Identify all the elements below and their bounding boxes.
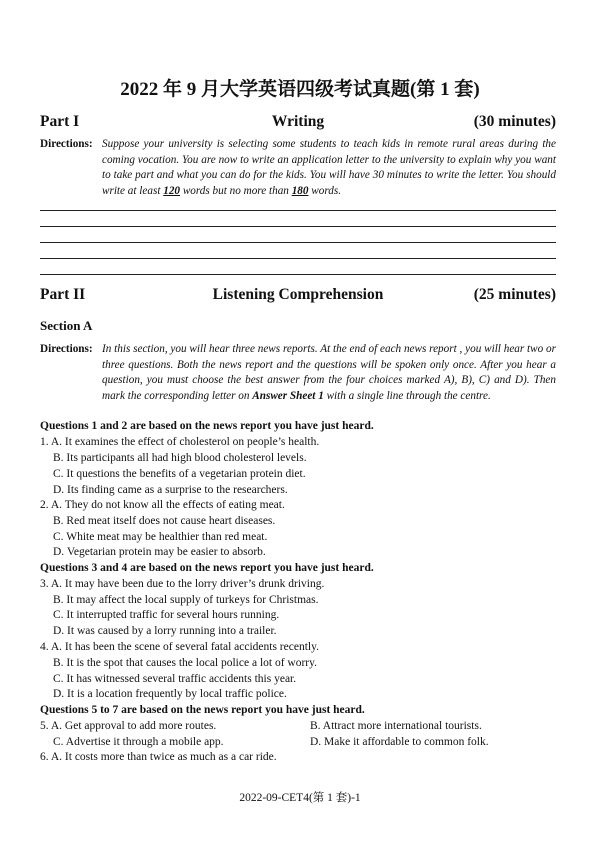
question-group-heading: Questions 5 to 7 are based on the news report you have just heard. <box>40 704 365 716</box>
option-line: B. Attract more international tourists. <box>310 720 482 732</box>
part1-directions-pre: Suppose your university is selecting some students to teach kids in remote rural areas during the coming vocation. You are now to write an application letter to the university to explain why you want to take part and what you can do for the kids. You will have 30 minutes to write the letter. You should write at least <box>102 138 556 197</box>
option-line: C. Advertise it through a mobile app. <box>53 736 224 748</box>
part1-min-words: 120 <box>163 184 181 197</box>
part1-name: Writing <box>271 113 325 130</box>
part2-label: Part II <box>40 286 86 303</box>
writing-line <box>40 242 556 243</box>
part2-directions-pre: In this section, you will hear three news reports. At the end of each news report , you will hear two or three questions. Both the news report and the questions will be spoken only once. After you hear a question, you must choose the best answer from the four choices marked A), B), C) and D). Then mark the corresponding letter on <box>102 343 556 402</box>
option-line: C. It interrupted traffic for several hours running. <box>53 609 280 621</box>
question-group-heading: Questions 3 and 4 are based on the news report you have just heard. <box>40 562 374 574</box>
part2-directions <box>40 342 556 404</box>
writing-line <box>40 258 556 259</box>
part1-time: (30 minutes) <box>473 113 556 130</box>
page-title: 2022 年 9 月大学英语四级考试真题(第 1 套) <box>120 79 480 100</box>
part2-header <box>40 286 556 306</box>
part2-directions-text <box>102 342 556 404</box>
option-line: D. Vegetarian protein may be easier to absorb. <box>53 546 266 558</box>
option-line: D. Make it affordable to common folk. <box>310 736 489 748</box>
page-footer: 2022-09-CET4(第 1 套)-1 <box>239 792 361 804</box>
option-line: 4. A. It has been the scene of several fatal accidents recently. <box>40 641 319 653</box>
option-line: B. It is the spot that causes the local police a lot of worry. <box>53 657 318 669</box>
part2-time: (25 minutes) <box>473 286 556 303</box>
option-line: B. It may affect the local supply of turkeys for Christmas. <box>53 594 319 606</box>
part2-name: Listening Comprehension <box>212 286 384 303</box>
part1-directions-text <box>102 137 556 199</box>
writing-line <box>40 210 556 211</box>
option-line: D. It is a location frequently by local traffic police. <box>53 688 287 700</box>
part1-directions-mid: words but no more than <box>180 184 292 197</box>
option-line: D. It was caused by a lorry running into a trailer. <box>53 625 277 637</box>
option-line: C. It questions the benefits of a vegetarian protein diet. <box>53 468 306 480</box>
writing-line <box>40 274 556 275</box>
option-line: 3. A. It may have been due to the lorry driver’s drunk driving. <box>40 578 325 590</box>
part1-directions-post: words. <box>308 184 342 197</box>
option-line: B. Its participants all had high blood cholesterol levels. <box>53 452 307 464</box>
option-line: 5. A. Get approval to add more routes. <box>40 720 217 732</box>
part1-directions-label: Directions: <box>40 138 93 150</box>
part2-directions-post: with a single line through the centre. <box>323 389 491 402</box>
part1-header <box>40 113 556 133</box>
option-line: D. Its finding came as a surprise to the researchers. <box>53 484 288 496</box>
answer-sheet-ref: Answer Sheet 1 <box>252 389 324 402</box>
option-line: 6. A. It costs more than twice as much as a car ride. <box>40 751 277 763</box>
part1-label: Part I <box>40 113 80 130</box>
option-line: B. Red meat itself does not cause heart diseases. <box>53 515 276 527</box>
option-line: C. It has witnessed several traffic accidents this year. <box>53 673 297 685</box>
question-group-heading: Questions 1 and 2 are based on the news report you have just heard. <box>40 420 374 432</box>
option-line: 2. A. They do not know all the effects of eating meat. <box>40 499 285 511</box>
writing-line <box>40 226 556 227</box>
part2-directions-label: Directions: <box>40 343 93 355</box>
part1-max-words: 180 <box>291 184 309 197</box>
part1-directions <box>40 137 556 199</box>
option-line: 1. A. It examines the effect of cholesterol on people’s health. <box>40 436 320 448</box>
section-a-heading: Section A <box>40 318 93 333</box>
option-line: C. White meat may be healthier than red meat. <box>53 531 268 543</box>
